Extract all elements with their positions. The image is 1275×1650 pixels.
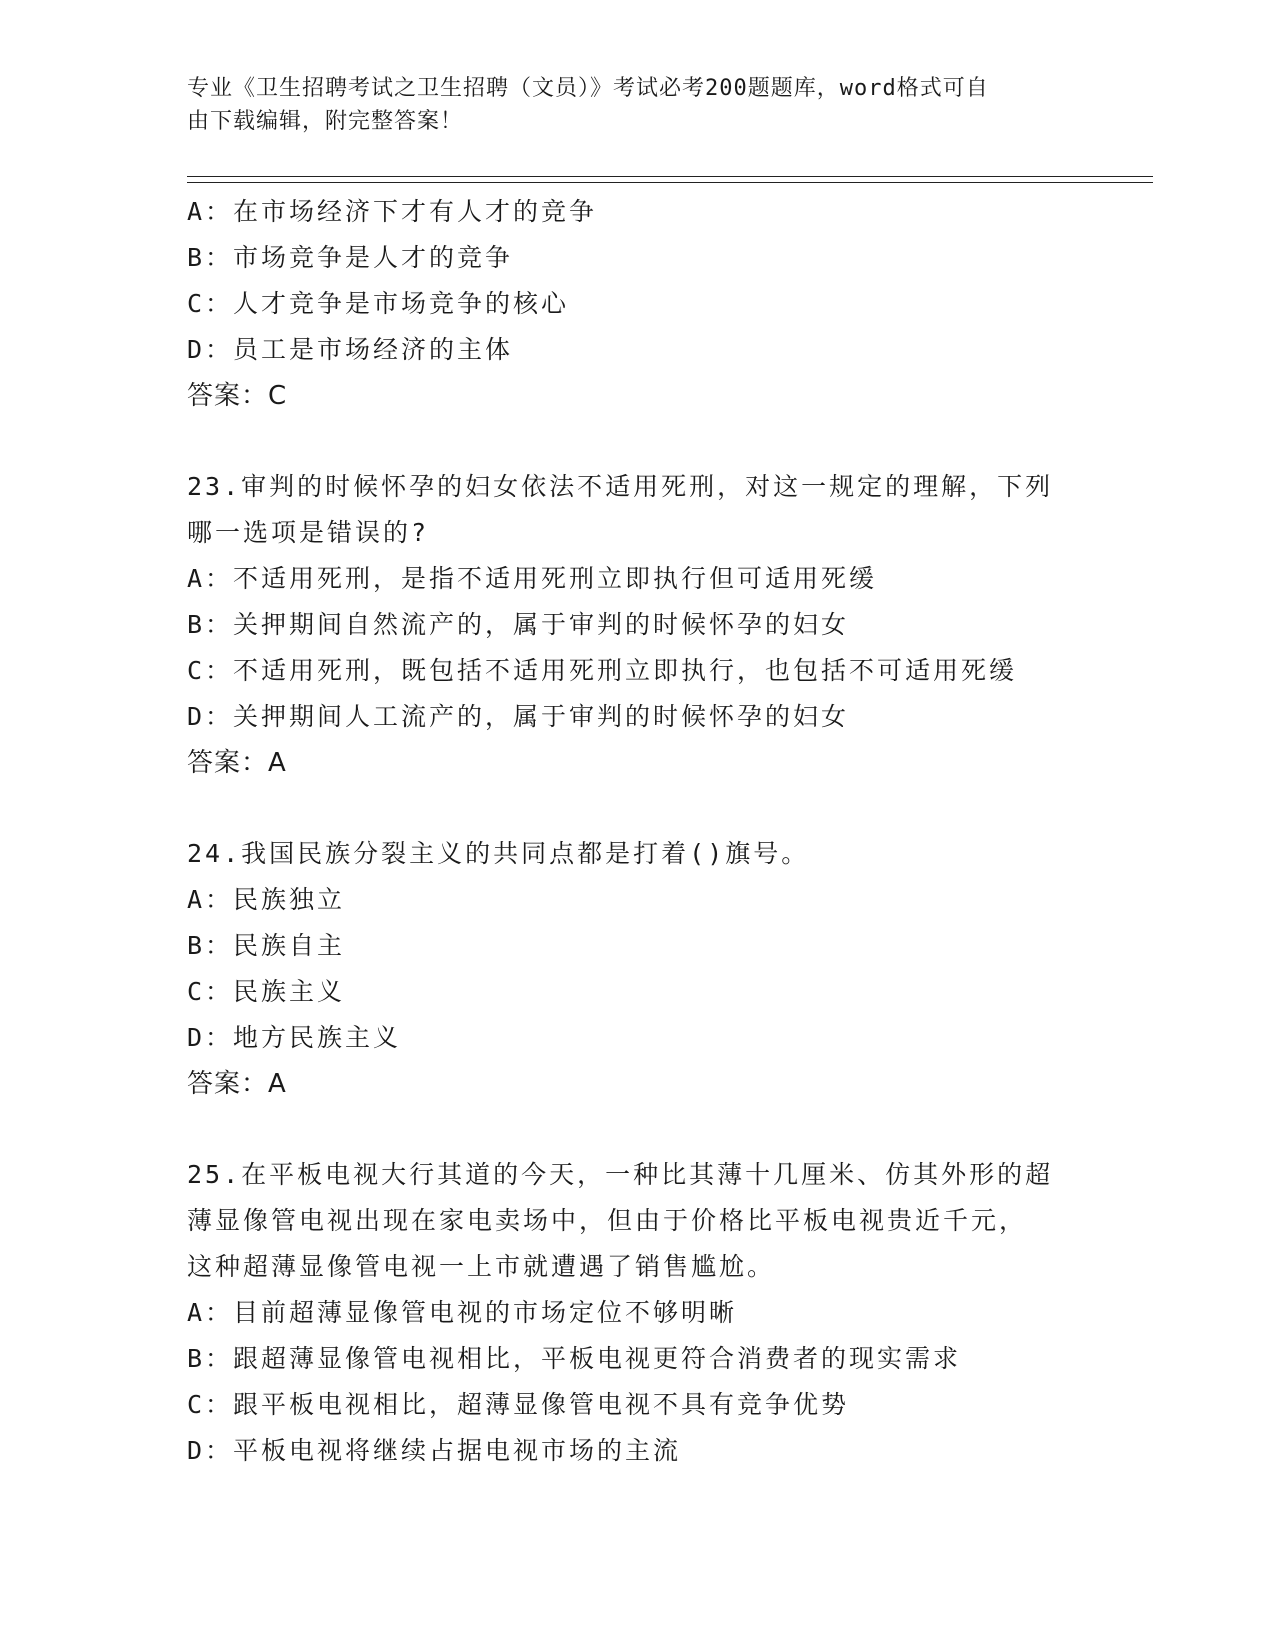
document-header bbox=[187, 72, 1087, 138]
question-stem-line: 这种超薄显像管电视一上市就遭遇了销售尴尬。 bbox=[187, 1252, 776, 1281]
question-25 bbox=[187, 1152, 1087, 1474]
question-stem-line: 哪一选项是错误的? bbox=[187, 518, 430, 547]
option-b: B：民族自主 bbox=[187, 931, 346, 960]
question-24 bbox=[187, 831, 1087, 1107]
option-b: B：市场竞争是人才的竞争 bbox=[187, 243, 514, 272]
option-d: D：平板电视将继续占据电视市场的主流 bbox=[187, 1436, 682, 1465]
question-stem-line: 24.我国民族分裂主义的共同点都是打着()旗号。 bbox=[187, 839, 810, 868]
question-22 bbox=[187, 189, 1087, 419]
answer-line: 答案：C bbox=[187, 381, 288, 411]
answer-line: 答案：A bbox=[187, 1069, 287, 1099]
option-c: C：跟平板电视相比，超薄显像管电视不具有竞争优势 bbox=[187, 1390, 850, 1419]
header-rule-bottom bbox=[187, 182, 1153, 183]
option-b: B：跟超薄显像管电视相比，平板电视更符合消费者的现实需求 bbox=[187, 1344, 962, 1373]
option-b: B：关押期间自然流产的，属于审判的时候怀孕的妇女 bbox=[187, 610, 850, 639]
question-23 bbox=[187, 464, 1087, 786]
option-a: A：在市场经济下才有人才的竞争 bbox=[187, 197, 598, 226]
option-a: A：不适用死刑，是指不适用死刑立即执行但可适用死缓 bbox=[187, 564, 878, 593]
question-stem-line: 25.在平板电视大行其道的今天，一种比其薄十几厘米、仿其外形的超 bbox=[187, 1160, 1054, 1189]
option-a: A：目前超薄显像管电视的市场定位不够明晰 bbox=[187, 1298, 738, 1327]
option-c: C：人才竞争是市场竞争的核心 bbox=[187, 289, 570, 318]
option-d: D：地方民族主义 bbox=[187, 1023, 402, 1052]
answer-line: 答案：A bbox=[187, 748, 287, 778]
header-line-1: 专业《卫生招聘考试之卫生招聘（文员）》考试必考200题题库，word格式可自 bbox=[187, 76, 989, 101]
option-d: D：关押期间人工流产的，属于审判的时候怀孕的妇女 bbox=[187, 702, 850, 731]
header-line-2: 由下载编辑，附完整答案！ bbox=[187, 109, 464, 134]
option-c: C：民族主义 bbox=[187, 977, 346, 1006]
option-a: A：民族独立 bbox=[187, 885, 346, 914]
option-c: C：不适用死刑，既包括不适用死刑立即执行，也包括不可适用死缓 bbox=[187, 656, 1018, 685]
question-stem-line: 23.审判的时候怀孕的妇女依法不适用死刑，对这一规定的理解，下列 bbox=[187, 472, 1054, 501]
question-stem-line: 薄显像管电视出现在家电卖场中，但由于价格比平板电视贵近千元， bbox=[187, 1206, 1028, 1235]
option-d: D：员工是市场经济的主体 bbox=[187, 335, 514, 364]
question-list bbox=[187, 189, 1087, 1474]
header-rule-top bbox=[187, 176, 1153, 177]
